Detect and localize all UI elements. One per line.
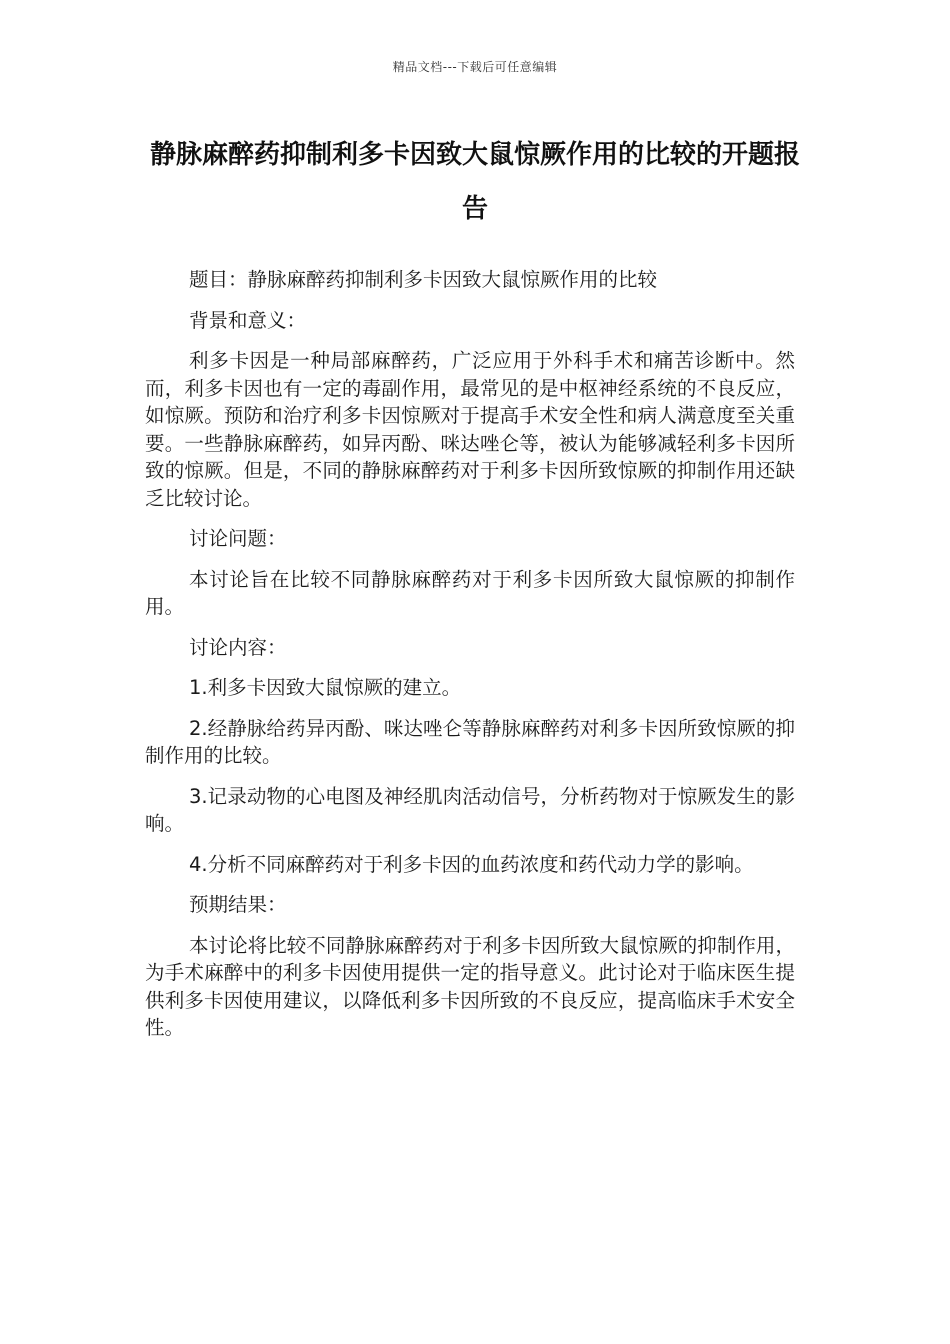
topic-line: 题目：静脉麻醉药抑制利多卡因致大鼠惊厥作用的比较 <box>189 268 658 291</box>
document-title: 静脉麻醉药抑制利多卡因致大鼠惊厥作用的比较的开题报告 <box>149 140 800 224</box>
question-paragraph: 本讨论旨在比较不同静脉麻醉药对于利多卡因所致大鼠惊厥的抑制作用。 <box>145 567 795 618</box>
section-heading-results: 预期结果： <box>189 893 287 916</box>
content-item-1: 1.利多卡因致大鼠惊厥的建立。 <box>189 676 462 699</box>
content-item-2: 2.经静脉给药异丙酚、咪达唑仑等静脉麻醉药对利多卡因所致惊厥的抑制作用的比较。 <box>145 716 795 767</box>
section-heading-content: 讨论内容： <box>189 635 287 659</box>
document-body <box>145 266 795 1055</box>
header-note: 精品文档---下载后可任意编辑 <box>392 60 558 74</box>
results-paragraph: 本讨论将比较不同静脉麻醉药对于利多卡因所致大鼠惊厥的抑制作用，为手术麻醉中的利多卡因使用提供一定的指导意义。此讨论对于临床医生提供利多卡因使用建议，以降低利多卡因所致的不良反应，提高临床手术安全性。 <box>145 933 795 1039</box>
section-heading-question: 讨论问题： <box>189 527 287 550</box>
content-item-4: 4.分析不同麻醉药对于利多卡因的血药浓度和药代动力学的影响。 <box>189 852 754 876</box>
section-heading-background: 背景和意义： <box>189 308 307 332</box>
background-paragraph: 利多卡因是一种局部麻醉药，广泛应用于外科手术和痛苦诊断中。然而，利多卡因也有一定的毒副作用，最常见的是中枢神经系统的不良反应，如惊厥。预防和治疗利多卡因惊厥对于提高手术安全性和病人满意度至关重要。一些静脉麻醉药，如异丙酚、咪达唑仑等，被认为能够减轻利多卡因所致的惊厥。但是，不同的静脉麻醉药对于利多卡因所致惊厥的抑制作用还缺乏比较讨论。 <box>145 349 795 510</box>
content-item-3: 3.记录动物的心电图及神经肌肉活动信号，分析药物对于惊厥发生的影响。 <box>145 784 795 835</box>
